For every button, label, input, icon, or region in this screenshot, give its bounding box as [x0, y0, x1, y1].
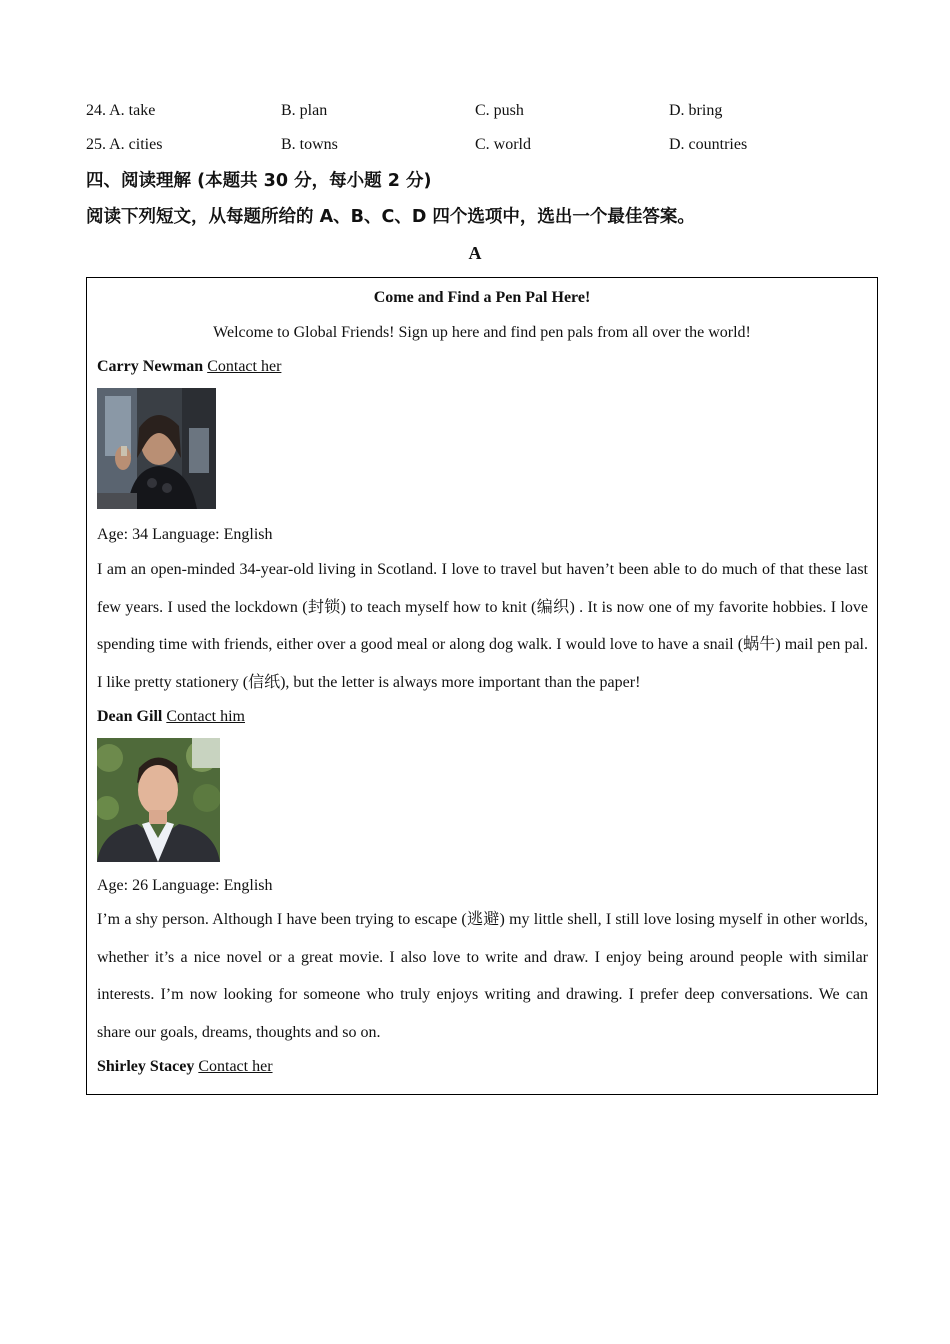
option-25-a: 25. A. cities	[86, 136, 163, 153]
person-name: Shirley Stacey	[97, 1058, 195, 1075]
option-24-a: 24. A. take	[86, 102, 156, 119]
person-dean-header	[97, 705, 245, 729]
person-shirley-header	[97, 1055, 273, 1079]
option-25-b: B. towns	[281, 136, 338, 153]
carry-photo	[97, 388, 216, 509]
person-carry-header	[97, 355, 281, 379]
contact-shirley-link[interactable]: Contact her	[198, 1058, 273, 1075]
carry-bio: I am an open-minded 34-year-old living in Scotland. I love to travel but haven’t been able to do much of that these last few years. I used the lockdown (封锁) to teach myself how to knit (编织) . It is now one of my favorite hobbies. I love spending time with friends, either over a good meal or along dog walk. I would love to have a snail (蜗牛) mail pen pal. I like pretty stationery (信纸), but the letter is always more important than the paper!	[97, 561, 868, 691]
dean-meta: Age: 26 Language: English	[97, 877, 273, 894]
pen-pal-ad-box	[86, 277, 878, 1095]
option-row-25	[86, 133, 878, 157]
carry-meta: Age: 34 Language: English	[97, 526, 273, 543]
ad-intro: Welcome to Global Friends! Sign up here and find pen pals from all over the world!	[213, 324, 751, 341]
person-name: Carry Newman	[97, 358, 204, 375]
person-name: Dean Gill	[97, 708, 163, 725]
section-heading: 四、阅读理解 (本题共 30 分，每小题 2 分)	[86, 171, 432, 191]
option-25-c: C. world	[475, 136, 531, 153]
option-25-d: D. countries	[669, 136, 748, 153]
passage-letter: A	[468, 243, 482, 263]
option-row-24	[86, 99, 878, 123]
dean-bio: I’m a shy person. Although I have been trying to escape (逃避) my little shell, I still love losing myself in other worlds, whether it’s a nice novel or a great movie. I also love to write and draw. I enjoy being around people with similar interests. I’m now looking for someone who truly enjoys writing and drawing. I prefer deep conversations. We can share our goals, dreams, thoughts and so on.	[97, 911, 868, 1041]
option-24-d: D. bring	[669, 102, 723, 119]
section-instruction: 阅读下列短文，从每题所给的 A、B、C、D 四个选项中，选出一个最佳答案。	[86, 207, 695, 227]
dean-photo	[97, 738, 220, 862]
contact-carry-link[interactable]: Contact her	[207, 358, 282, 375]
ad-title: Come and Find a Pen Pal Here!	[373, 289, 591, 306]
contact-dean-link[interactable]: Contact him	[166, 708, 245, 725]
option-24-b: B. plan	[281, 102, 328, 119]
option-24-c: C. push	[475, 102, 524, 119]
